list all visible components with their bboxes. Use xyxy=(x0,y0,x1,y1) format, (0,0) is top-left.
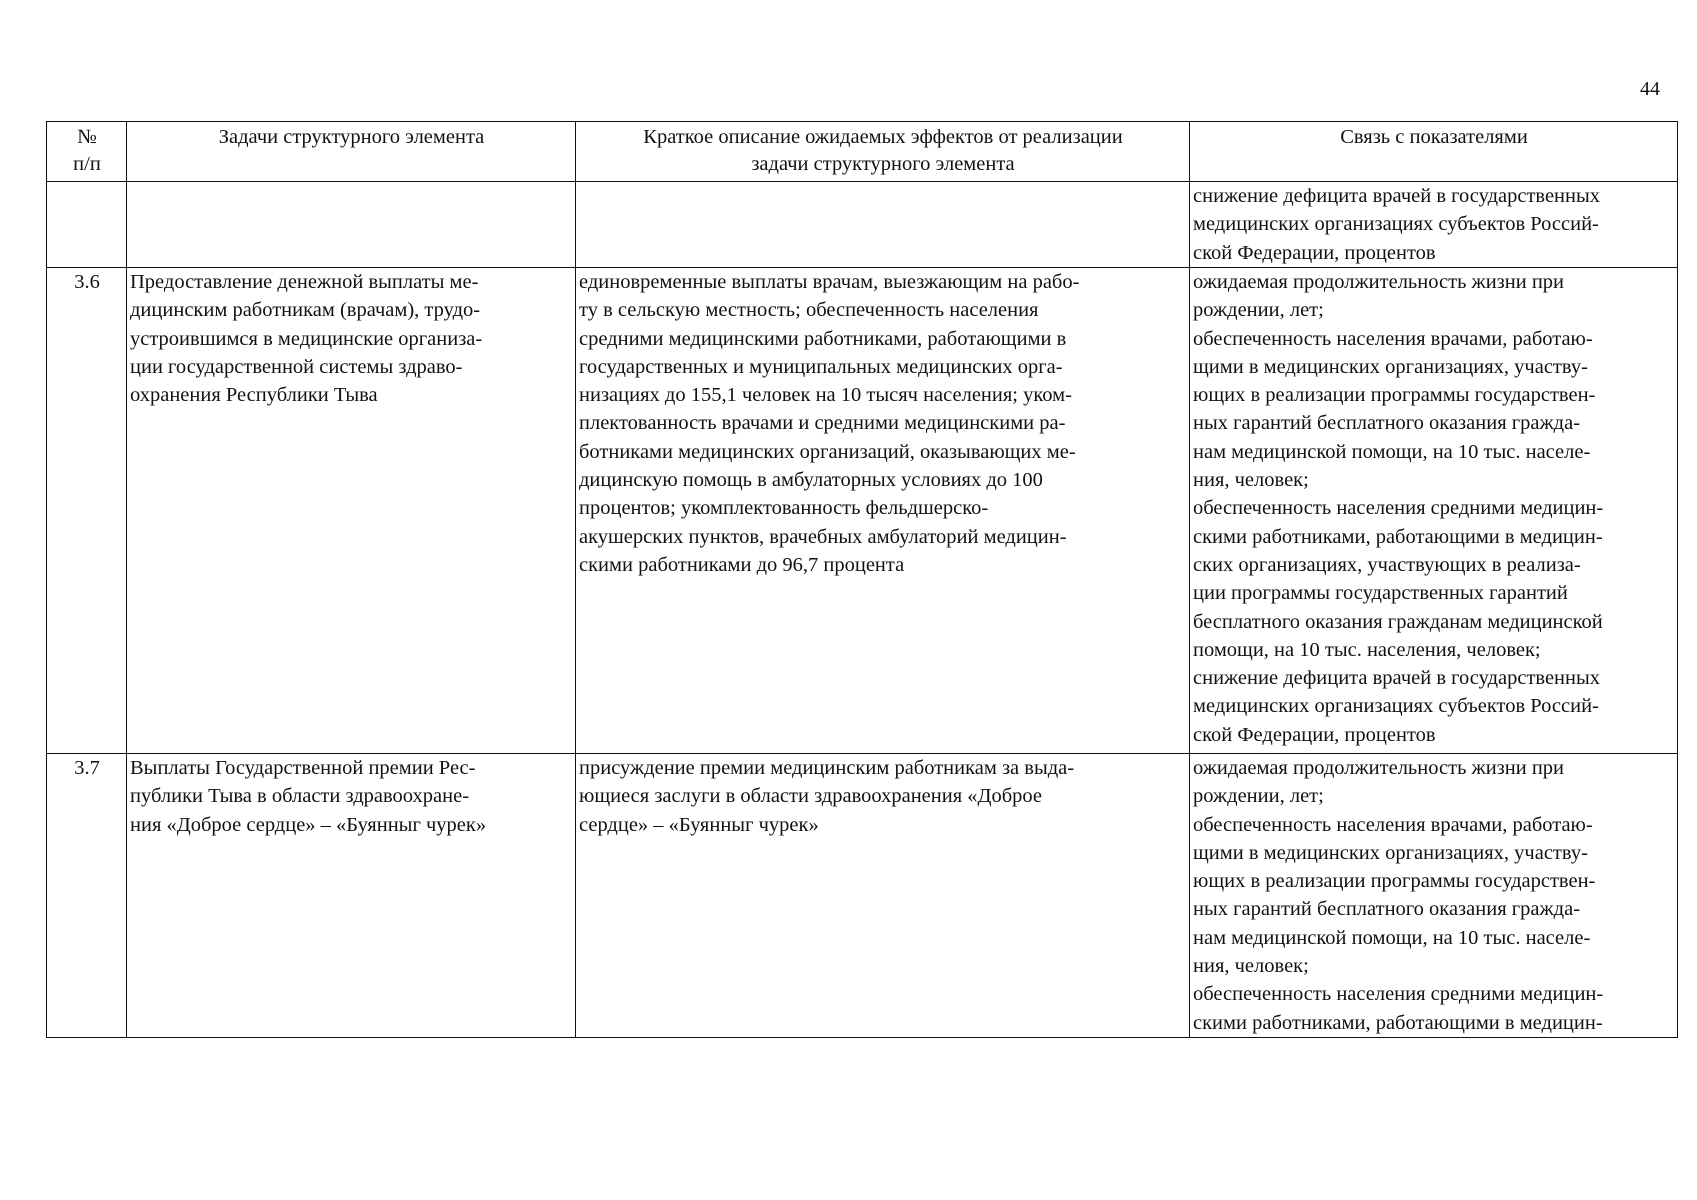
row-indicators-line: ских организациях, участвующих в реализа- xyxy=(1193,553,1581,576)
header-indicators-line: Связь с показателями xyxy=(1340,126,1528,148)
row-indicators-line: нам медицинской помощи, на 10 тыс. населе- xyxy=(1193,440,1591,463)
header-num-line: № xyxy=(77,126,97,148)
row-effect-cell xyxy=(576,268,1190,754)
row-task-line: охранения Республики Тыва xyxy=(130,384,378,407)
row-num: 3.6 xyxy=(74,271,100,293)
row-effect-line: плектованность врачами и средними медицинскими ра- xyxy=(579,412,1066,435)
row-effect-line: дицинскую помощь в амбулаторных условиях до 100 xyxy=(579,469,1043,492)
row-indicators-cell xyxy=(1190,754,1678,1038)
row-indicators-cell xyxy=(1190,182,1678,268)
row-num-cell xyxy=(47,754,127,1038)
row-task-line: публики Тыва в области здравоохране- xyxy=(130,785,470,808)
row-task-line: устроившимся в медицинские организа- xyxy=(130,327,483,350)
row-task-line: Предоставление денежной выплаты ме- xyxy=(130,271,479,293)
row-effect-line: ботниками медицинских организаций, оказывающих ме- xyxy=(579,440,1076,463)
row-indicators-line: ской Федерации, процентов xyxy=(1193,723,1436,746)
row-indicators-line: рождении, лет; xyxy=(1193,299,1324,322)
row-indicators-line: медицинских организациях субъектов Россий- xyxy=(1193,213,1599,236)
row-effect-line: средними медицинскими работниками, работающими в xyxy=(579,327,1067,350)
row-indicators-line: ющих в реализации программы государствен- xyxy=(1193,384,1596,407)
row-task-line: ния «Доброе сердце» – «Буянныг чурек» xyxy=(130,813,487,836)
header-num-line: п/п xyxy=(73,153,101,175)
row-effect-line: низациях до 155,1 человек на 10 тысяч населения; уком- xyxy=(579,384,1072,407)
page-number: 44 xyxy=(1640,78,1660,100)
row-indicators-line: щими в медицинских организациях, участву- xyxy=(1193,841,1588,864)
row-indicators-line: обеспеченность населения средними медицин- xyxy=(1193,497,1604,520)
row-effect-line: присуждение премии медицинским работникам за выда- xyxy=(579,757,1075,779)
row-effect-cell xyxy=(576,182,1190,268)
row-task-line: ции государственной системы здраво- xyxy=(130,355,463,378)
row-effect-line: сердце» – «Буянныг чурек» xyxy=(579,813,819,836)
table-row xyxy=(47,182,1678,268)
table-header-row xyxy=(47,122,1678,182)
row-effect-line: ющиеся заслуги в области здравоохранения «Доброе xyxy=(579,785,1043,808)
row-indicators-line: щими в медицинских организациях, участву- xyxy=(1193,355,1588,378)
header-indicators xyxy=(1190,122,1678,182)
row-indicators-line: нам медицинской помощи, на 10 тыс. населе- xyxy=(1193,926,1591,949)
table-row xyxy=(47,268,1678,754)
row-indicators-line: ской Федерации, процентов xyxy=(1193,241,1436,264)
row-indicators-line: помощи, на 10 тыс. населения, человек; xyxy=(1193,638,1541,661)
table-row xyxy=(47,754,1678,1038)
row-indicators-line: ющих в реализации программы государствен- xyxy=(1193,870,1596,893)
header-tasks-line: Задачи структурного элемента xyxy=(218,126,485,148)
header-effects-line: задачи структурного элемента xyxy=(751,153,1015,175)
header-effects-line: Краткое описание ожидаемых эффектов от реализации xyxy=(643,126,1123,148)
row-effect-line: единовременные выплаты врачам, выезжающим на рабо- xyxy=(579,271,1080,293)
row-num: 3.7 xyxy=(74,757,100,779)
row-task-cell xyxy=(127,754,576,1038)
row-task-cell xyxy=(127,268,576,754)
row-indicators-line: снижение дефицита врачей в государственных xyxy=(1193,185,1601,207)
row-num-cell xyxy=(47,182,127,268)
row-num-cell xyxy=(47,268,127,754)
header-tasks xyxy=(127,122,576,182)
row-indicators-line: медицинских организациях субъектов Россий- xyxy=(1193,695,1599,718)
row-indicators-line: рождении, лет; xyxy=(1193,785,1324,808)
row-indicators-line: ции программы государственных гарантий xyxy=(1193,582,1568,605)
row-task-line: Выплаты Государственной премии Рес- xyxy=(130,757,476,779)
row-indicators-line: ожидаемая продолжительность жизни при xyxy=(1193,757,1565,779)
header-effects xyxy=(576,122,1190,182)
row-indicators-line: бесплатного оказания гражданам медицинской xyxy=(1193,610,1603,633)
header-num xyxy=(47,122,127,182)
row-task-cell xyxy=(127,182,576,268)
row-effect-line: ту в сельскую местность; обеспеченность населения xyxy=(579,299,1039,322)
row-effect-line: акушерских пунктов, врачебных амбулаторий медицин- xyxy=(579,525,1067,548)
row-indicators-line: скими работниками, работающими в медицин- xyxy=(1193,525,1603,548)
row-task-line: дицинским работникам (врачам), трудо- xyxy=(130,299,481,322)
row-indicators-line: ных гарантий бесплатного оказания гражда- xyxy=(1193,898,1581,921)
row-indicators-cell xyxy=(1190,268,1678,754)
row-indicators-line: снижение дефицита врачей в государственных xyxy=(1193,667,1601,690)
row-indicators-line: ожидаемая продолжительность жизни при xyxy=(1193,271,1565,293)
row-indicators-line: ния, человек; xyxy=(1193,955,1309,978)
row-indicators-line: ния, человек; xyxy=(1193,469,1309,492)
row-effect-line: государственных и муниципальных медицинских орга- xyxy=(579,355,1063,378)
row-indicators-line: обеспеченность населения средними медицин- xyxy=(1193,983,1604,1006)
row-effect-cell xyxy=(576,754,1190,1038)
row-effect-line: скими работниками до 96,7 процента xyxy=(579,553,905,576)
structural-element-table xyxy=(46,121,1678,1038)
row-effect-line: процентов; укомплектованность фельдшерско- xyxy=(579,497,989,520)
row-indicators-line: обеспеченность населения врачами, работаю- xyxy=(1193,327,1593,350)
row-indicators-line: скими работниками, работающими в медицин- xyxy=(1193,1011,1603,1034)
row-indicators-line: ных гарантий бесплатного оказания гражда- xyxy=(1193,412,1581,435)
row-indicators-line: обеспеченность населения врачами, работаю- xyxy=(1193,813,1593,836)
